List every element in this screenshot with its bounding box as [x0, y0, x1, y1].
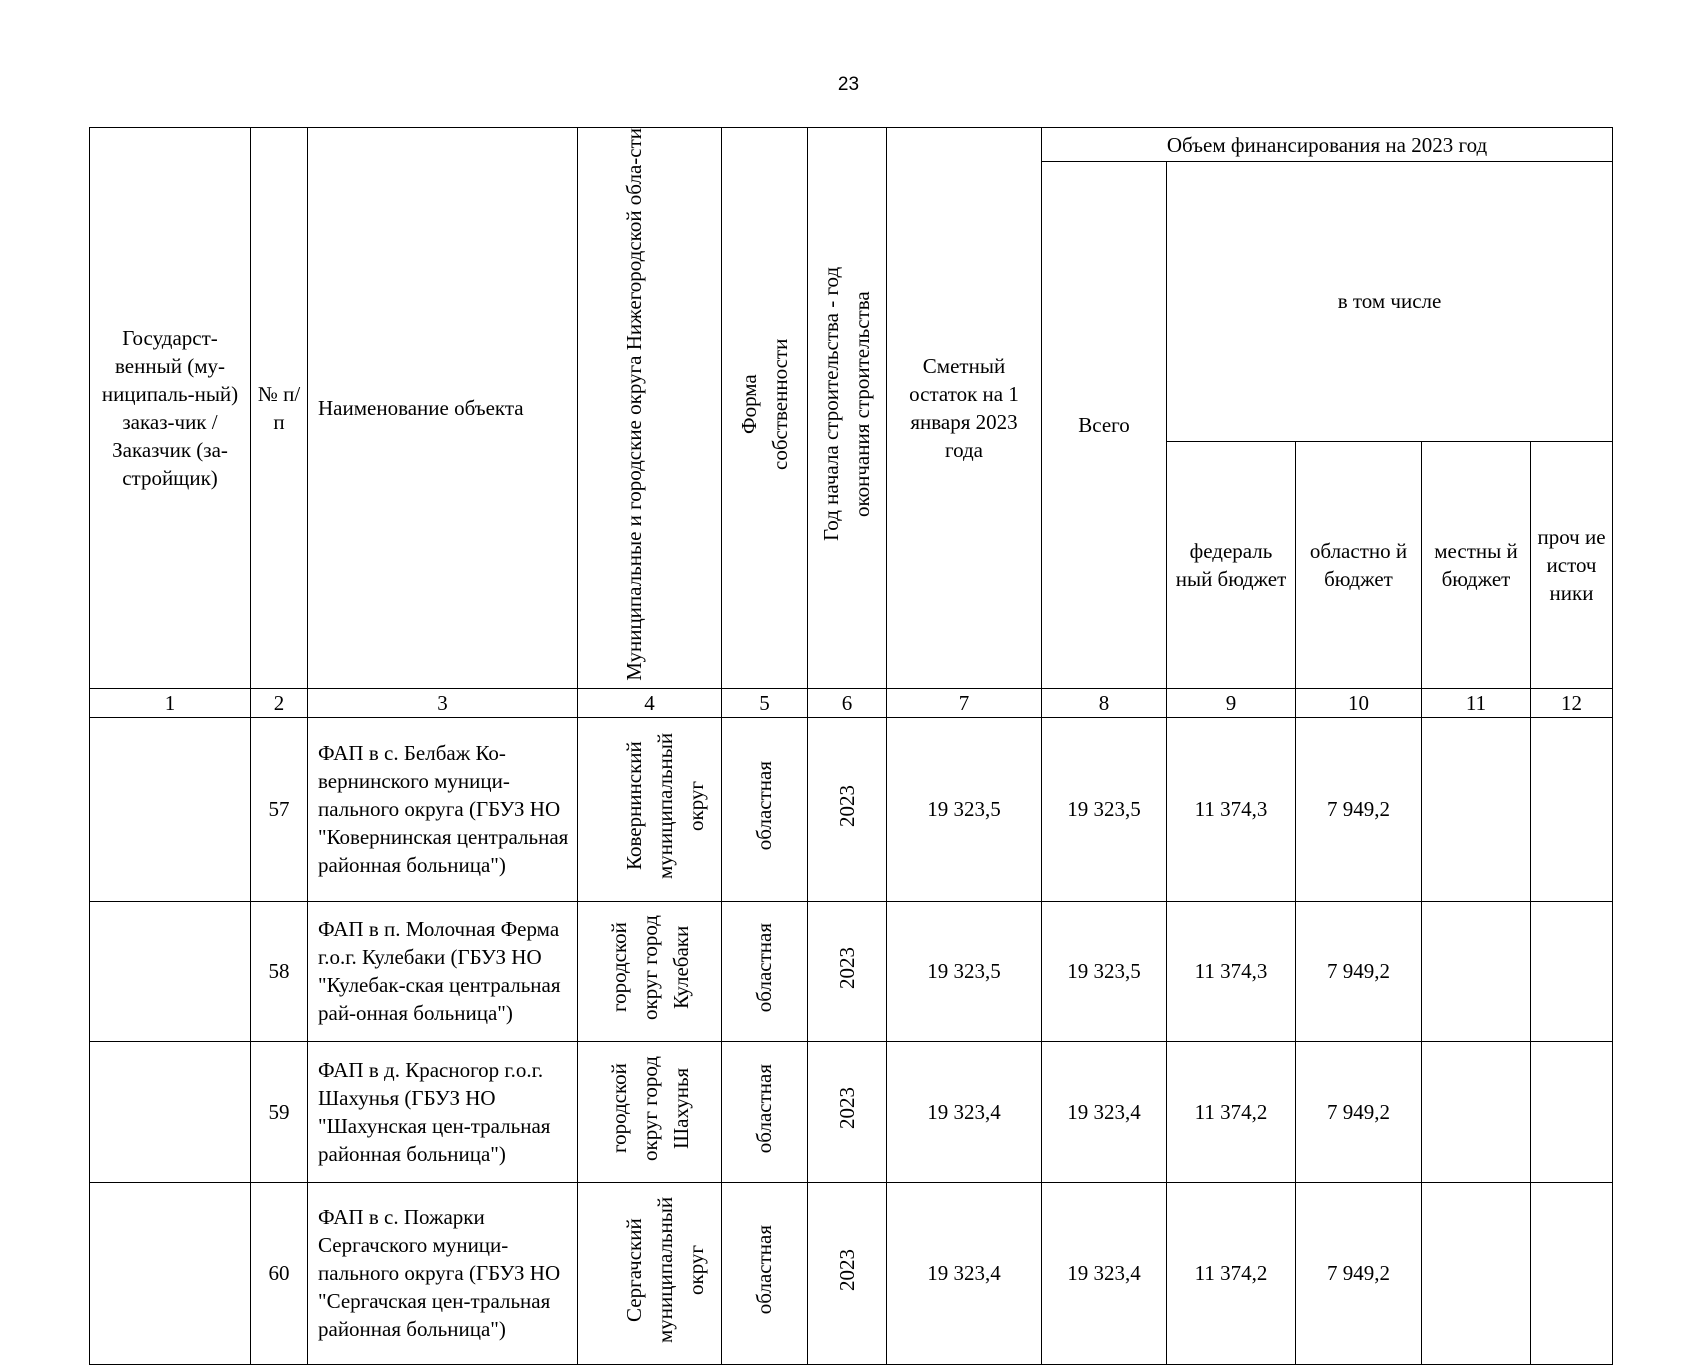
- table-row: [90, 717, 1613, 901]
- column-number: 8: [1042, 688, 1167, 717]
- column-number: 4: [578, 688, 722, 717]
- object-name-cell: ФАП в с. Белбаж Ко-вернинского муници-пального округа (ГБУЗ НО "Ковернинская центральная районная больница"): [308, 717, 578, 901]
- column-number-row: [90, 688, 1613, 717]
- federal-cell: 11 374,2: [1167, 1182, 1296, 1364]
- regional-cell: 7 949,2: [1296, 1041, 1422, 1182]
- federal-cell: 11 374,3: [1167, 717, 1296, 901]
- ownership-cell: областная: [722, 1041, 808, 1182]
- district-cell: Ковернинский муниципальный округ: [578, 717, 722, 901]
- header-other: проч ие источ ники: [1531, 441, 1613, 688]
- total-cell: 19 323,5: [1042, 717, 1167, 901]
- header-total: Всего: [1042, 162, 1167, 689]
- object-name-cell: ФАП в п. Молочная Ферма г.о.г. Кулебаки (ГБУЗ НО "Кулебак-ская центральная рай-онная больница"): [308, 901, 578, 1041]
- financing-table: [89, 127, 1613, 1365]
- header-number: № п/п: [251, 128, 308, 689]
- number-cell: 59: [251, 1041, 308, 1182]
- remainder-cell: 19 323,5: [887, 901, 1042, 1041]
- total-cell: 19 323,5: [1042, 901, 1167, 1041]
- table-row: [90, 1182, 1613, 1364]
- column-number: 1: [90, 688, 251, 717]
- remainder-cell: 19 323,4: [887, 1041, 1042, 1182]
- regional-cell: 7 949,2: [1296, 1182, 1422, 1364]
- header-row: [90, 128, 1613, 162]
- number-cell: 60: [251, 1182, 308, 1364]
- remainder-cell: 19 323,5: [887, 717, 1042, 901]
- years-cell: 2023: [808, 1182, 887, 1364]
- number-cell: 58: [251, 901, 308, 1041]
- other-cell: [1531, 1041, 1613, 1182]
- ownership-cell: областная: [722, 1182, 808, 1364]
- header-federal: федераль ный бюджет: [1167, 441, 1296, 688]
- district-cell: Сергачский муниципальный округ: [578, 1182, 722, 1364]
- column-number: 10: [1296, 688, 1422, 717]
- header-regional: областно й бюджет: [1296, 441, 1422, 688]
- column-number: 5: [722, 688, 808, 717]
- header-ownership: Форма собственности: [722, 128, 808, 689]
- remainder-cell: 19 323,4: [887, 1182, 1042, 1364]
- other-cell: [1531, 1182, 1613, 1364]
- ownership-cell: областная: [722, 717, 808, 901]
- column-number: 7: [887, 688, 1042, 717]
- customer-cell: [90, 1182, 251, 1364]
- customer-cell: [90, 717, 251, 901]
- ownership-cell: областная: [722, 901, 808, 1041]
- years-cell: 2023: [808, 1041, 887, 1182]
- header-customer: Государст-венный (му-ниципаль-ный) заказ-чик / Заказчик (за-стройщик): [90, 128, 251, 689]
- regional-cell: 7 949,2: [1296, 717, 1422, 901]
- object-name-cell: ФАП в с. Пожарки Сергачского муници-пального округа (ГБУЗ НО "Сергачская цен-тральная районная больница"): [308, 1182, 578, 1364]
- other-cell: [1531, 717, 1613, 901]
- object-name-cell: ФАП в д. Красногор г.о.г. Шахунья (ГБУЗ НО "Шахунская цен-тральная районная больница"): [308, 1041, 578, 1182]
- header-district: Муниципальные и городские округа Нижегородской обла-сти: [578, 128, 722, 689]
- local-cell: [1422, 1041, 1531, 1182]
- table-row: [90, 1041, 1613, 1182]
- years-cell: 2023: [808, 717, 887, 901]
- total-cell: 19 323,4: [1042, 1182, 1167, 1364]
- local-cell: [1422, 717, 1531, 901]
- table-row: [90, 901, 1613, 1041]
- column-number: 2: [251, 688, 308, 717]
- header-including-group: в том числе: [1167, 162, 1613, 442]
- years-cell: 2023: [808, 901, 887, 1041]
- header-remainder: Сметный остаток на 1 января 2023 года: [887, 128, 1042, 689]
- regional-cell: 7 949,2: [1296, 901, 1422, 1041]
- federal-cell: 11 374,3: [1167, 901, 1296, 1041]
- header-object-name: Наименование объекта: [308, 128, 578, 689]
- customer-cell: [90, 901, 251, 1041]
- header-local: местны й бюджет: [1422, 441, 1531, 688]
- district-cell: городской округ город Шахунья: [578, 1041, 722, 1182]
- column-number: 3: [308, 688, 578, 717]
- column-number: 9: [1167, 688, 1296, 717]
- number-cell: 57: [251, 717, 308, 901]
- district-cell: городской округ город Кулебаки: [578, 901, 722, 1041]
- column-number: 11: [1422, 688, 1531, 717]
- page-number: 23: [837, 74, 860, 95]
- federal-cell: 11 374,2: [1167, 1041, 1296, 1182]
- customer-cell: [90, 1041, 251, 1182]
- header-funding-group: Объем финансирования на 2023 год: [1042, 128, 1613, 162]
- total-cell: 19 323,4: [1042, 1041, 1167, 1182]
- other-cell: [1531, 901, 1613, 1041]
- local-cell: [1422, 901, 1531, 1041]
- header-years: Год начала строительства - год окончания строительства: [808, 128, 887, 689]
- column-number: 12: [1531, 688, 1613, 717]
- column-number: 6: [808, 688, 887, 717]
- local-cell: [1422, 1182, 1531, 1364]
